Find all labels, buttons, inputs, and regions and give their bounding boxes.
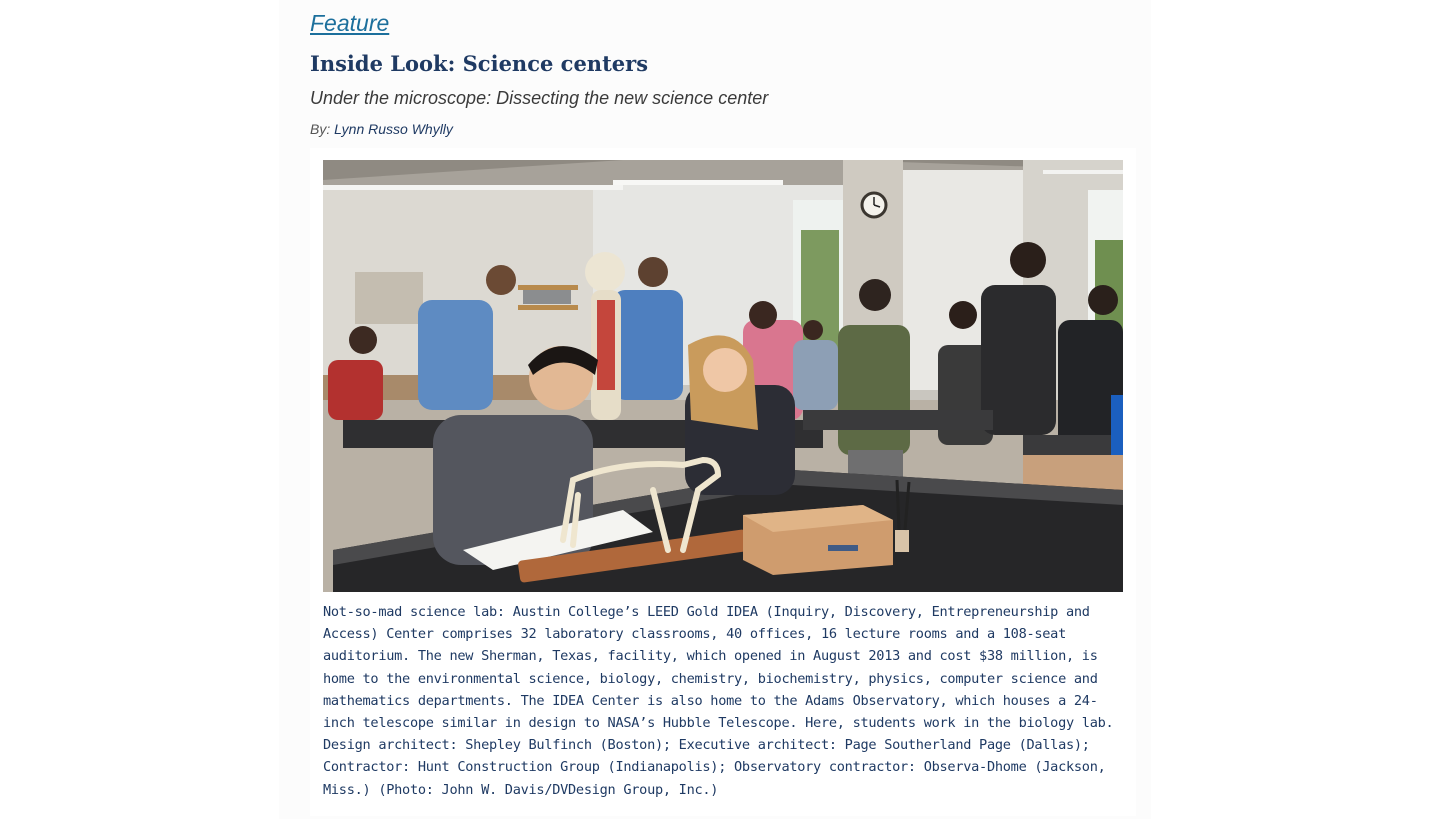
article-subheadline: Under the microscope: Dissecting the new science center — [310, 88, 769, 108]
author-name[interactable]: Lynn Russo Whylly — [334, 121, 453, 137]
article-headline: Inside Look: Science centers — [310, 51, 649, 76]
feature-section-link[interactable]: Feature — [310, 10, 390, 36]
byline — [310, 121, 453, 137]
photo-caption: Not-so-mad science lab: Austin College’s LEED Gold IDEA (Inquiry, Discovery, Entrepreneurship and Access) Center comprises 32 laboratory classrooms, 40 offices, 16 lecture rooms and a 108-seat auditorium. The new Sherman, Texas, facility, which opened in August 2013 and cost $38 million, is home to the environmental science, biology, chemistry, biochemistry, physics, computer science and mathematics departments. The IDEA Center is also home to the Adams Observatory, which houses a 24-inch telescope similar in design to NASA’s Hubble Telescope. Here, students work in the biology lab. Design architect: Shepley Bulfinch (Boston); Executive architect: Page Southerland Page (Dallas); Contractor: Hunt Construction Group (Indianapolis); Observatory contractor: Observa-Dhome (Jackson, Miss.) (Photo: John W. Davis/DVDesign Group, Inc.) — [323, 604, 1114, 798]
lab-photo — [323, 160, 1123, 592]
article-page — [279, 0, 1151, 819]
figure — [310, 148, 1136, 816]
byline-prefix: By: — [310, 121, 331, 137]
